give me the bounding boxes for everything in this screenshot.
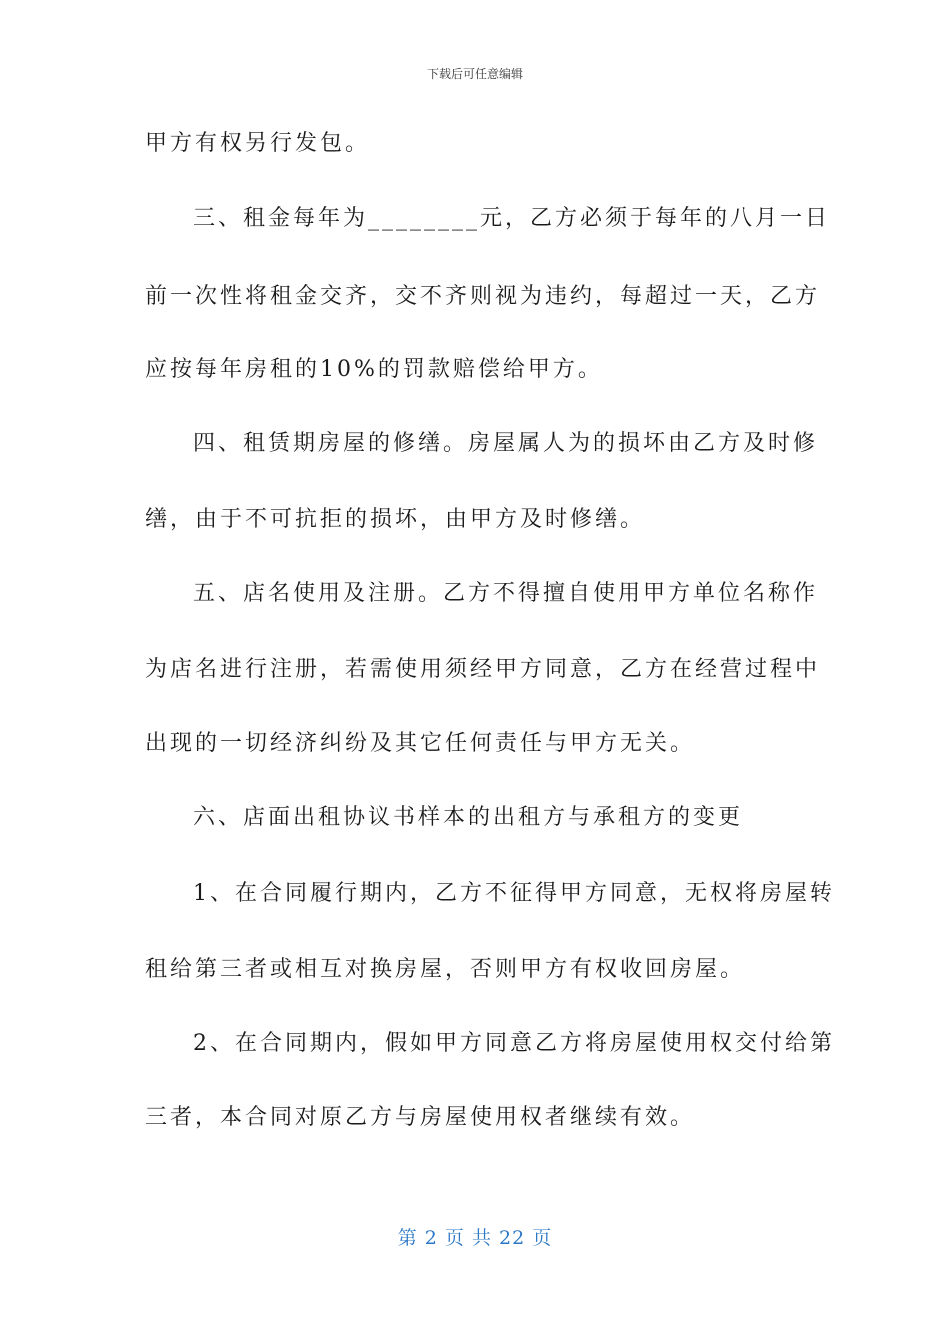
- line-4: 应按每年房租的10%的罚款赔偿给甲方。: [145, 357, 603, 382]
- page-footer: [0, 1226, 950, 1250]
- line-14: 三者，本合同对原乙方与房屋使用权者继续有效。: [145, 1105, 696, 1130]
- line-6: 缮，由于不可抗拒的损坏，由甲方及时修缮。: [145, 507, 646, 532]
- line-13: 2、在合同期内，假如甲方同意乙方将房屋使用权交付给第: [193, 1031, 835, 1056]
- line-10: 六、店面出租协议书样本的出租方与承租方的变更: [193, 805, 744, 830]
- footer-total-pages: 22: [499, 1227, 526, 1249]
- line-12: 租给第三者或相互对换房屋，否则甲方有权收回房屋。: [145, 957, 746, 982]
- line-8: 为店名进行注册，若需使用须经甲方同意，乙方在经营过程中: [145, 657, 821, 682]
- line-2: 三、租金每年为________元，乙方必须于每年的八月一日: [193, 206, 831, 231]
- footer-page-number: 2: [424, 1227, 438, 1249]
- line-3: 前一次性将租金交齐，交不齐则视为违约，每超过一天，乙方: [145, 284, 821, 309]
- line-7: 五、店名使用及注册。乙方不得擅自使用甲方单位名称作: [193, 581, 819, 606]
- footer-suffix: 页: [532, 1227, 553, 1249]
- line-11: 1、在合同履行期内，乙方不征得甲方同意，无权将房屋转: [193, 881, 835, 906]
- page-header: 下载后可任意编辑: [426, 67, 523, 81]
- footer-middle: 页 共: [444, 1227, 492, 1249]
- line-1: 甲方有权另行发包。: [145, 131, 371, 156]
- line-5: 四、租赁期房屋的修缮。房屋属人为的损坏由乙方及时修: [193, 431, 819, 456]
- footer-prefix: 第: [397, 1227, 418, 1249]
- line-9: 出现的一切经济纠纷及其它任何责任与甲方无关。: [145, 731, 696, 756]
